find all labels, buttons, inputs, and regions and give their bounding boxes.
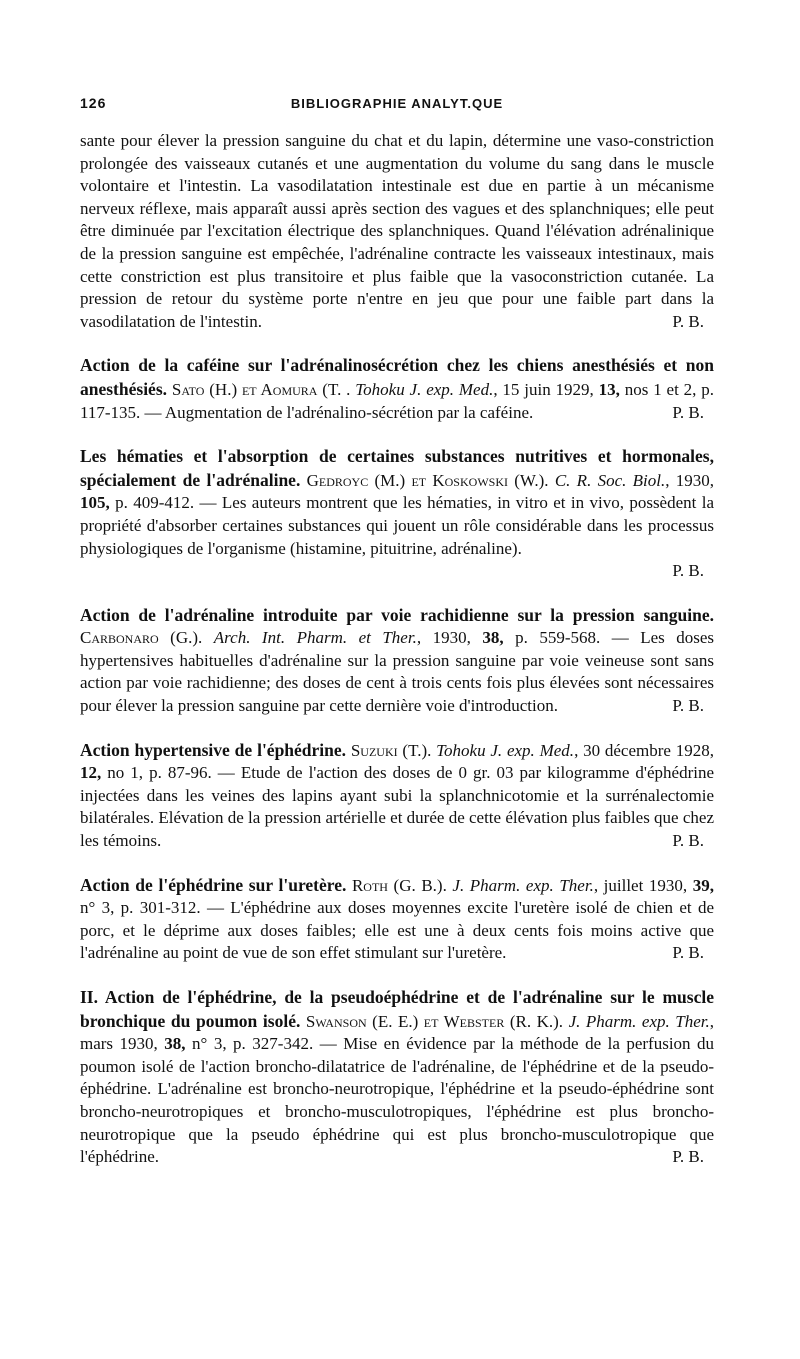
intro-signature: P. B. [672, 311, 704, 331]
running-header [80, 92, 714, 112]
entry-authors: Swanson (E. E.) et Webster (R. K.). [305, 1011, 564, 1031]
entry-abstract: — Les doses hypertensives habituelles d'adrénaline sur la pression sanguine par voie veineuse sont sans action par voie rachidienne; des doses de cent à trois cents fois plus élevées sont nécessaires pour élever la pression sanguine par cette dernière voie d'introduction. [80, 628, 715, 716]
entry-signature: P. B. [672, 696, 704, 716]
entry-pages: n° 3, p. 327-342. [192, 1034, 314, 1054]
entry-authors: Sato (H.) et Aomura (T. . [171, 379, 351, 399]
bibliography-entry [80, 986, 714, 1169]
intro-paragraph [80, 130, 714, 333]
entry-volume: 38, [482, 628, 504, 648]
entry-volume: 13, [598, 379, 620, 399]
entry-volume: 12, [80, 763, 102, 783]
entry-citation: , mars 1930, [80, 1011, 715, 1054]
entry-citation: , 1930, [665, 470, 714, 490]
entry-pages: nos 1 et 2, p. 117-135. [80, 379, 714, 422]
entry-citation: , 30 décembre 1928, [574, 740, 714, 760]
entry-journal: Arch. Int. Pharm. et Ther. [213, 628, 417, 648]
entry-abstract: — Augmentation de l'adrénalino-sécrétion par la caféine. [144, 402, 534, 422]
bibliography-entry [80, 604, 714, 718]
entry-abstract: — Les auteurs montrent que les hématies, in vitro et in vivo, possèdent la propriété d'absorber certaines substances qui jouent un rôle considérable dans les processus physiologiques de l'organisme (histamine, pituitrine, adrénaline). [80, 493, 715, 558]
entry-pages: p. 409-412. [115, 493, 195, 513]
entry-title: Action hypertensive de l'éphédrine. [80, 739, 347, 760]
entry-abstract: — Mise en évidence par la méthode de la perfusion du poumon isolé de l'action broncho-dilatatrice de l'adrénaline, de l'éphédrine et de la pseudo-éphédrine. L'adrénaline est broncho-neurotropique, l'éphédrine et la pseudo-éphédrine sont broncho-neurotropiques et broncho-musculotropiques, l'éphédrine est plus broncho-neurotropique que la pseudo éphédrine qui est plus broncho-musculotropique que l'éphédrine. [80, 1034, 715, 1167]
intro-text: sante pour élever la pression sanguine du chat et du lapin, détermine une vaso-constriction prolongée des vaisseaux cutanés et une augmentation du volume du sang dans le muscle volontaire et l'intestin. La vasodilatation intestinale est due en partie à un mécanisme nerveux réflexe, mais apparaît aussi après section des vagues et des splanchniques; elle peut être diminuée par l'excitation électrique des splanchniques. Quand l'élévation adrénalinique de la pression sanguine est empêchée, l'adrénaline contracte les vaisseaux intestinaux, mais cette constriction est plus transitoire et plus faible que la vasoconstriction cutanée. La pression de retour du système porte n'entre en jeu que pour une faible part dans la vasodilatation de l'intestin. [80, 131, 714, 331]
entry-signature: P. B. [672, 831, 704, 851]
entry-volume: 105, [80, 493, 110, 513]
entry-abstract: — L'éphédrine aux doses moyennes excite l'uretère isolé de chien et de porc, et le déprime aux doses faibles; elle est une à deux cents fois moins active que l'adrénaline au point de vue de son effet stimulant sur l'uretère. [80, 898, 714, 963]
entry-journal: Tohoku J. exp. Med. [436, 740, 575, 760]
running-title: BIBLIOGRAPHIE ANALYT.QUE [290, 96, 504, 111]
entry-abstract: — Etude de l'action des doses de 0 gr. 03 par kilogramme d'éphédrine injectées dans les veines des lapins ayant subi la splanchnicotomie et la surrénalectomie bilatérales. Elévation de la pression artérielle et durée de cette élévation plus faibles que chez les témoins. [80, 763, 714, 851]
entry-volume: 38, [164, 1034, 186, 1054]
entry-journal: Tohoku J. exp. Med. [355, 379, 494, 399]
entry-title: Les hématies et l'absorption de certaines substances nutritives et hormonales, spécialement de l'adrénaline. [80, 446, 714, 490]
entry-pages: n° 3, p. 301-312. [80, 898, 201, 918]
entry-signature: P. B. [672, 943, 704, 963]
entry-pages: no 1, p. 87-96. [107, 763, 212, 783]
entry-signature: P. B. [672, 402, 704, 422]
page-body [80, 130, 714, 1169]
entry-signature: P. B. [672, 561, 704, 581]
entry-signature: P. B. [672, 1147, 704, 1167]
entry-title: II. Action de l'éphédrine, de la pseudoéphédrine et de l'adrénaline sur le muscle bronchique du poumon isolé. [80, 987, 714, 1031]
entry-citation: , juillet 1930, [593, 875, 688, 895]
entry-authors: Suzuki (T.). [350, 740, 432, 760]
entry-journal: J. Pharm. exp. Ther. [568, 1011, 710, 1031]
page-number: 126 [80, 95, 107, 111]
entry-authors: Roth (G. B.). [351, 875, 447, 895]
entry-authors: Gedroyc (M.) et Koskowski (W.). [306, 470, 549, 490]
entry-title: Action de la caféine sur l'adrénalinosécrétion chez les chiens anesthésiés et non anesthésiés. [80, 355, 714, 399]
entry-title: Action de l'éphédrine sur l'uretère. [80, 874, 347, 895]
bibliography-entry [80, 739, 714, 853]
bibliography-entry [80, 445, 714, 583]
entry-authors: Carbonaro (G.). [80, 628, 203, 648]
entry-citation: , 15 juin 1929, [493, 379, 594, 399]
entry-title: Action de l'adrénaline introduite par voie rachidienne sur la pression sanguine. [80, 604, 714, 625]
entry-citation: , 1930, [416, 628, 471, 648]
bibliography-entry [80, 874, 714, 965]
bibliography-entry [80, 354, 714, 424]
entry-journal: J. Pharm. exp. Ther. [452, 875, 594, 895]
entry-pages: p. 559-568. [515, 628, 601, 648]
entry-journal: C. R. Soc. Biol. [554, 470, 666, 490]
entry-volume: 39, [692, 875, 715, 895]
